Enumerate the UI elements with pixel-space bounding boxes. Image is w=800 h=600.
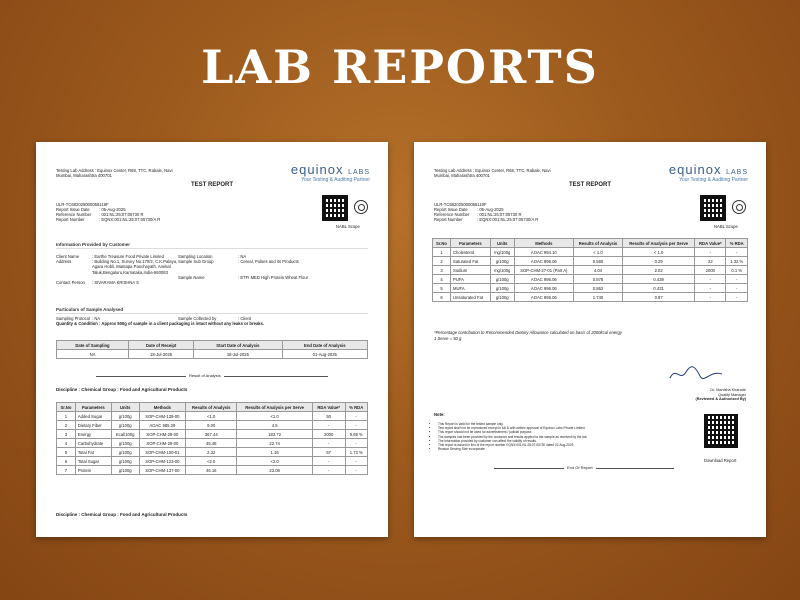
dates-cell: NA [57, 350, 129, 359]
table-row [57, 412, 368, 421]
subgroup-label: Sample Sub Group [178, 259, 214, 265]
client-name: : Earthe Treasure Food Private Limited [92, 254, 164, 259]
table-cell: 2000 [695, 266, 726, 275]
table-cell: - [312, 439, 345, 448]
table-cell: 6 [433, 293, 451, 302]
table-cell: 2 [57, 421, 76, 430]
table-cell: - [726, 248, 748, 257]
table-cell: <2.0 [237, 457, 312, 466]
table-cell: 4.5 [237, 421, 312, 430]
lab-report-page-2 [414, 142, 766, 537]
dates-header: Date of Sampling [57, 341, 129, 350]
column-header: % RDA [726, 239, 748, 248]
signer-role: Quality Manager [718, 392, 746, 397]
issue-date: : 05-Aug-2025 [477, 207, 504, 212]
report-title: TEST REPORT [190, 182, 233, 188]
column-header: Parameters [451, 239, 491, 248]
table-cell: 2 [433, 257, 451, 266]
table-cell: - [695, 275, 726, 284]
signatory-block [696, 388, 747, 402]
table-row [433, 284, 748, 293]
brand-tagline: Your Testing & Auditing Partner [301, 177, 370, 183]
table-cell: SOP-CHM-29-00 [139, 439, 185, 448]
table-row [433, 266, 748, 275]
report-label: Report Number [56, 217, 85, 222]
table-cell: g/100g [111, 466, 139, 475]
table-cell: Unsaturated Fat [451, 293, 491, 302]
sampling-info [56, 316, 368, 326]
table-cell: AOAC 996.06 [514, 257, 573, 266]
table-row [57, 439, 368, 448]
lab-address: Testing Lab Address : Equinox Center, R68, TTC, Rabale, Navi Mumbai, Maharashtra 400701 [56, 168, 173, 178]
table-cell: 0.29 [623, 257, 695, 266]
table-cell: 9.69 % [345, 430, 367, 439]
table-cell: g/100g [490, 293, 514, 302]
table-row [57, 466, 368, 475]
report-number: : EQNX:001:NL:25:07:05730/A R [477, 217, 539, 222]
dates-cell: 18-Jul-2025 [194, 350, 282, 359]
table-cell: Total Fat [75, 448, 111, 457]
dates-header: Date of Receipt [129, 341, 194, 350]
table-cell: - [312, 457, 345, 466]
table-row [57, 430, 368, 439]
protocol-value: : NA [92, 316, 101, 321]
client-info [56, 254, 368, 285]
sample-name-label: Sample Name [178, 274, 205, 280]
table-cell: Dietary Fiber [75, 421, 111, 430]
column-header: Units [111, 403, 139, 412]
brand-suffix: LABS [348, 169, 370, 176]
table-cell: 1 [57, 412, 76, 421]
issue-date: : 05-Aug-2025 [99, 207, 126, 212]
table-cell: g/100g [111, 439, 139, 448]
table-cell: 4 [57, 439, 76, 448]
protocol-label: Sampling Protocol [56, 316, 90, 321]
table-cell: 7 [57, 466, 76, 475]
table-cell: 45.48 [186, 439, 237, 448]
table-cell: 0.431 [623, 284, 695, 293]
brand-suffix: LABS [726, 169, 748, 176]
table-cell: 50 [312, 412, 345, 421]
note-label: Note: [434, 412, 445, 417]
table-cell: <1.0 [237, 412, 312, 421]
table-cell: 1.32 % [726, 257, 748, 266]
table-cell: Total Sugar [75, 457, 111, 466]
nabl-seal-icon [732, 200, 746, 214]
table-cell: AOAC 996.06 [514, 284, 573, 293]
brand-name: equinox [668, 162, 722, 177]
table-cell: - [345, 439, 367, 448]
table-cell: 4 [433, 275, 451, 284]
dates-header: End Date of Analysis [282, 341, 367, 350]
issue-date-label: Report Issue Date [434, 207, 468, 212]
table-cell: 183.72 [237, 430, 312, 439]
table-cell: Added Sugar [75, 412, 111, 421]
table-cell: 6 [57, 457, 76, 466]
note-item: • Reason Serving Size Incorporate [438, 447, 668, 451]
column-header: Parameters [75, 403, 111, 412]
collected-value: : Client [238, 316, 252, 321]
table-cell: <1.0 [186, 412, 237, 421]
nabl-seal-icon [354, 200, 368, 214]
signer-note: (Reviewed & Authorized By) [695, 397, 746, 402]
nabl-label: NABL Scope [336, 224, 360, 229]
table-cell: - [695, 284, 726, 293]
table-cell: Saturated Fat [451, 257, 491, 266]
table-cell: Kcal/100g [111, 430, 139, 439]
issue-date-label: Report Issue Date [56, 207, 90, 212]
column-header: Results of Analysis [573, 239, 622, 248]
table-row [433, 293, 748, 302]
table-row [433, 275, 748, 284]
table-cell: AOAC 996.06 [514, 275, 573, 284]
collected-label: Sample Collected by [178, 316, 217, 321]
table-cell: 2.02 [623, 266, 695, 275]
table-cell: 1.16 [237, 448, 312, 457]
dates-cell: 01-Aug-2025 [282, 350, 367, 359]
report-number: : EQNX:001:NL:25:07:05730/A R [99, 217, 161, 222]
table-cell: - [345, 412, 367, 421]
table-row [57, 448, 368, 457]
table-cell: < 1.0 [573, 248, 622, 257]
note-item: • This report is issued in lieu of the report number EQNX:001:NL:25:07:05730 dated 02-Aug-2025 [438, 443, 668, 447]
table-cell: 2000 [312, 430, 345, 439]
column-header: Results of Analysis per Serve [237, 403, 312, 412]
table-cell: 0.87 [623, 293, 695, 302]
notes-list [438, 422, 668, 451]
table-cell: Sodium [451, 266, 491, 275]
table-cell: SOP-CHM-137-00 [139, 466, 185, 475]
rda-footnote: *Percentage contribution to Recommended Dietary Allowance calculated on basis of 2000kcal energy [434, 330, 622, 335]
report-label: Report Number [434, 217, 463, 222]
table-row [57, 421, 368, 430]
table-cell: MUFA [451, 284, 491, 293]
discipline-label-2: Discipline : Chemical Group : Food and Agricultural Products [56, 512, 188, 517]
note-item: • The information provided by customer can affect the validity of results. [438, 439, 668, 443]
column-header: Methods [514, 239, 573, 248]
table-cell: 4.04 [573, 266, 622, 275]
table-cell: Cholesterol [451, 248, 491, 257]
table-cell: 22.74 [237, 439, 312, 448]
table-cell: - [695, 293, 726, 302]
table-cell: mg/100g [490, 266, 514, 275]
report-meta [56, 202, 160, 222]
column-header: Results of Analysis [186, 403, 237, 412]
table-cell: SOP-CHM-100-01 [139, 448, 185, 457]
end-of-report: End Of Report [564, 465, 596, 470]
table-cell: 3 [57, 430, 76, 439]
page-headline: LAB REPORTS [201, 40, 599, 94]
table-cell: <2.0 [186, 457, 237, 466]
result-caption: Result of Analysis [186, 373, 224, 378]
table-cell: - [345, 457, 367, 466]
table-cell: Carbohydrate [75, 439, 111, 448]
nabl-label: NABL Scope [714, 224, 738, 229]
equinox-logo [291, 162, 370, 183]
location-label: Sampling Location [178, 254, 213, 259]
table-cell: SOP-CHM-27-01 (Part A) [514, 266, 573, 275]
column-header: Sr.No [57, 403, 76, 412]
table-cell: g/100g [111, 421, 139, 430]
note-item: • Test report shall not be reproduced except in full & with written approval of Equinox Labs Private Limited. [438, 426, 668, 430]
table-cell: Protein [75, 466, 111, 475]
note-item: • This report should not be used for advertisement / judicial purpose. [438, 430, 668, 434]
column-header: % RDA [345, 403, 367, 412]
location-value: : NA [238, 254, 247, 259]
table-cell: 0.560 [573, 257, 622, 266]
table-cell: 1.73 % [345, 448, 367, 457]
table-cell: g/100g [490, 275, 514, 284]
table-cell: - [345, 421, 367, 430]
brand-name: equinox [290, 162, 344, 177]
table-cell: g/100g [111, 457, 139, 466]
particulars-heading: Particulars of Sample Analysed [56, 307, 368, 314]
table-cell: 1 [433, 248, 451, 257]
table-cell: AOAC 996.06 [514, 293, 573, 302]
table-cell: 0.878 [573, 275, 622, 284]
results-table [432, 238, 748, 302]
qr-code-icon [322, 195, 348, 221]
brand-tagline: Your Testing & Auditing Partner [679, 177, 748, 183]
table-cell: 5 [57, 448, 76, 457]
dates-cell: 18-Jul-2025 [129, 350, 194, 359]
reference-label: Reference Number [434, 212, 470, 217]
results-table [56, 402, 368, 475]
table-row [433, 257, 748, 266]
table-cell: - [345, 466, 367, 475]
signature-icon [666, 364, 726, 384]
table-cell: 46.16 [186, 466, 237, 475]
client-name-label: Client Name [56, 254, 80, 259]
column-header: Units [490, 239, 514, 248]
table-cell: SOP-CHM-29-00 [139, 430, 185, 439]
serve-size: 1 Serve = 50 g [434, 336, 462, 341]
table-cell: Energy [75, 430, 111, 439]
column-header: Sr.No [433, 239, 451, 248]
table-cell: 367.44 [186, 430, 237, 439]
ulr-number: ULR-TC682025000056119F [434, 202, 487, 207]
column-header: Results of Analysis per Serve [623, 239, 695, 248]
qr-code-icon [700, 195, 726, 221]
table-cell: PUFA [451, 275, 491, 284]
column-header: RDA Value* [312, 403, 345, 412]
reference-number: : 001:NL:25:07:05730 R [477, 212, 522, 217]
note-item: • This Report is Valid for the tested sample only. [438, 422, 668, 426]
dates-header: Start Date of Analysis [194, 341, 282, 350]
table-cell: 9.00 [186, 421, 237, 430]
subgroup-value: : Cereal, Pulses and its Products [238, 259, 299, 265]
table-cell: SOP-CHM-123-00 [139, 457, 185, 466]
table-cell: AOAC 994.10 [514, 248, 573, 257]
note-item: • The samples has been provided by the customer and results applied to the sample as received by the lab. [438, 435, 668, 439]
table-cell: 22 [695, 257, 726, 266]
dates-table [56, 340, 368, 359]
table-cell: 0.862 [573, 284, 622, 293]
column-header: Methods [139, 403, 185, 412]
table-cell: 5 [433, 284, 451, 293]
quantity-condition: Quantity & Condition : Approx 500g of sample in a client packaging is intact without any leaks or breaks. [56, 321, 265, 327]
signer-name: Dr. Manisha Kharade [710, 388, 746, 392]
download-qr-icon [704, 414, 738, 448]
equinox-logo [669, 162, 748, 183]
table-cell: g/100g [490, 257, 514, 266]
client-section-heading: Information Provided by Customer [56, 242, 368, 249]
reference-number: : 001:NL:25:07:05730 R [99, 212, 144, 217]
table-cell: mg/100g [490, 248, 514, 257]
lab-address: Testing Lab Address : Equinox Center, R68, TTC, Rabale, Navi Mumbai, Maharashtra 400701 [434, 168, 551, 178]
table-cell: 0.1 % [726, 266, 748, 275]
table-cell: 3 [433, 266, 451, 275]
table-cell: 67 [312, 448, 345, 457]
table-cell: AOAC 985.29 [139, 421, 185, 430]
sample-name-value: : ETFI MED High Protein Wheat Flour [238, 274, 309, 280]
table-cell: 1.740 [573, 293, 622, 302]
table-row [433, 248, 748, 257]
table-cell: - [312, 466, 345, 475]
report-title: TEST REPORT [568, 182, 611, 188]
table-cell: - [726, 293, 748, 302]
table-cell: 23.08 [237, 466, 312, 475]
address-value: : Building No.1, Survey No.170/2, C.K.Palaya, Agara Hobli, Mantapa Panchayath, Anekal Taluk,Bengaluru,Karnataka,India-560083 [92, 259, 178, 275]
table-cell: - [312, 421, 345, 430]
table-cell: - [726, 275, 748, 284]
lab-report-page-1 [36, 142, 388, 537]
contact-label: Contact Person [56, 280, 85, 286]
table-cell: g/100g [111, 412, 139, 421]
table-cell: 0.439 [623, 275, 695, 284]
column-header: RDA Value* [695, 239, 726, 248]
table-cell: - [726, 284, 748, 293]
table-cell: SOP-CHM-139-00 [139, 412, 185, 421]
contact-value: : SIVARAMA KRISHNA S [92, 280, 139, 286]
table-cell: < 1.0 [623, 248, 695, 257]
download-label: Download Report [704, 458, 737, 463]
table-row [57, 457, 368, 466]
table-cell: g/100g [490, 284, 514, 293]
reference-label: Reference Number [56, 212, 92, 217]
table-cell: g/100g [111, 448, 139, 457]
address-label: Address [56, 259, 72, 265]
table-cell: - [695, 248, 726, 257]
ulr-number: ULR-TC682025000056119F [56, 202, 109, 207]
discipline-label: Discipline : Chemical Group : Food and Agricultural Products [56, 387, 188, 392]
table-cell: 2.32 [186, 448, 237, 457]
report-meta [434, 202, 538, 222]
